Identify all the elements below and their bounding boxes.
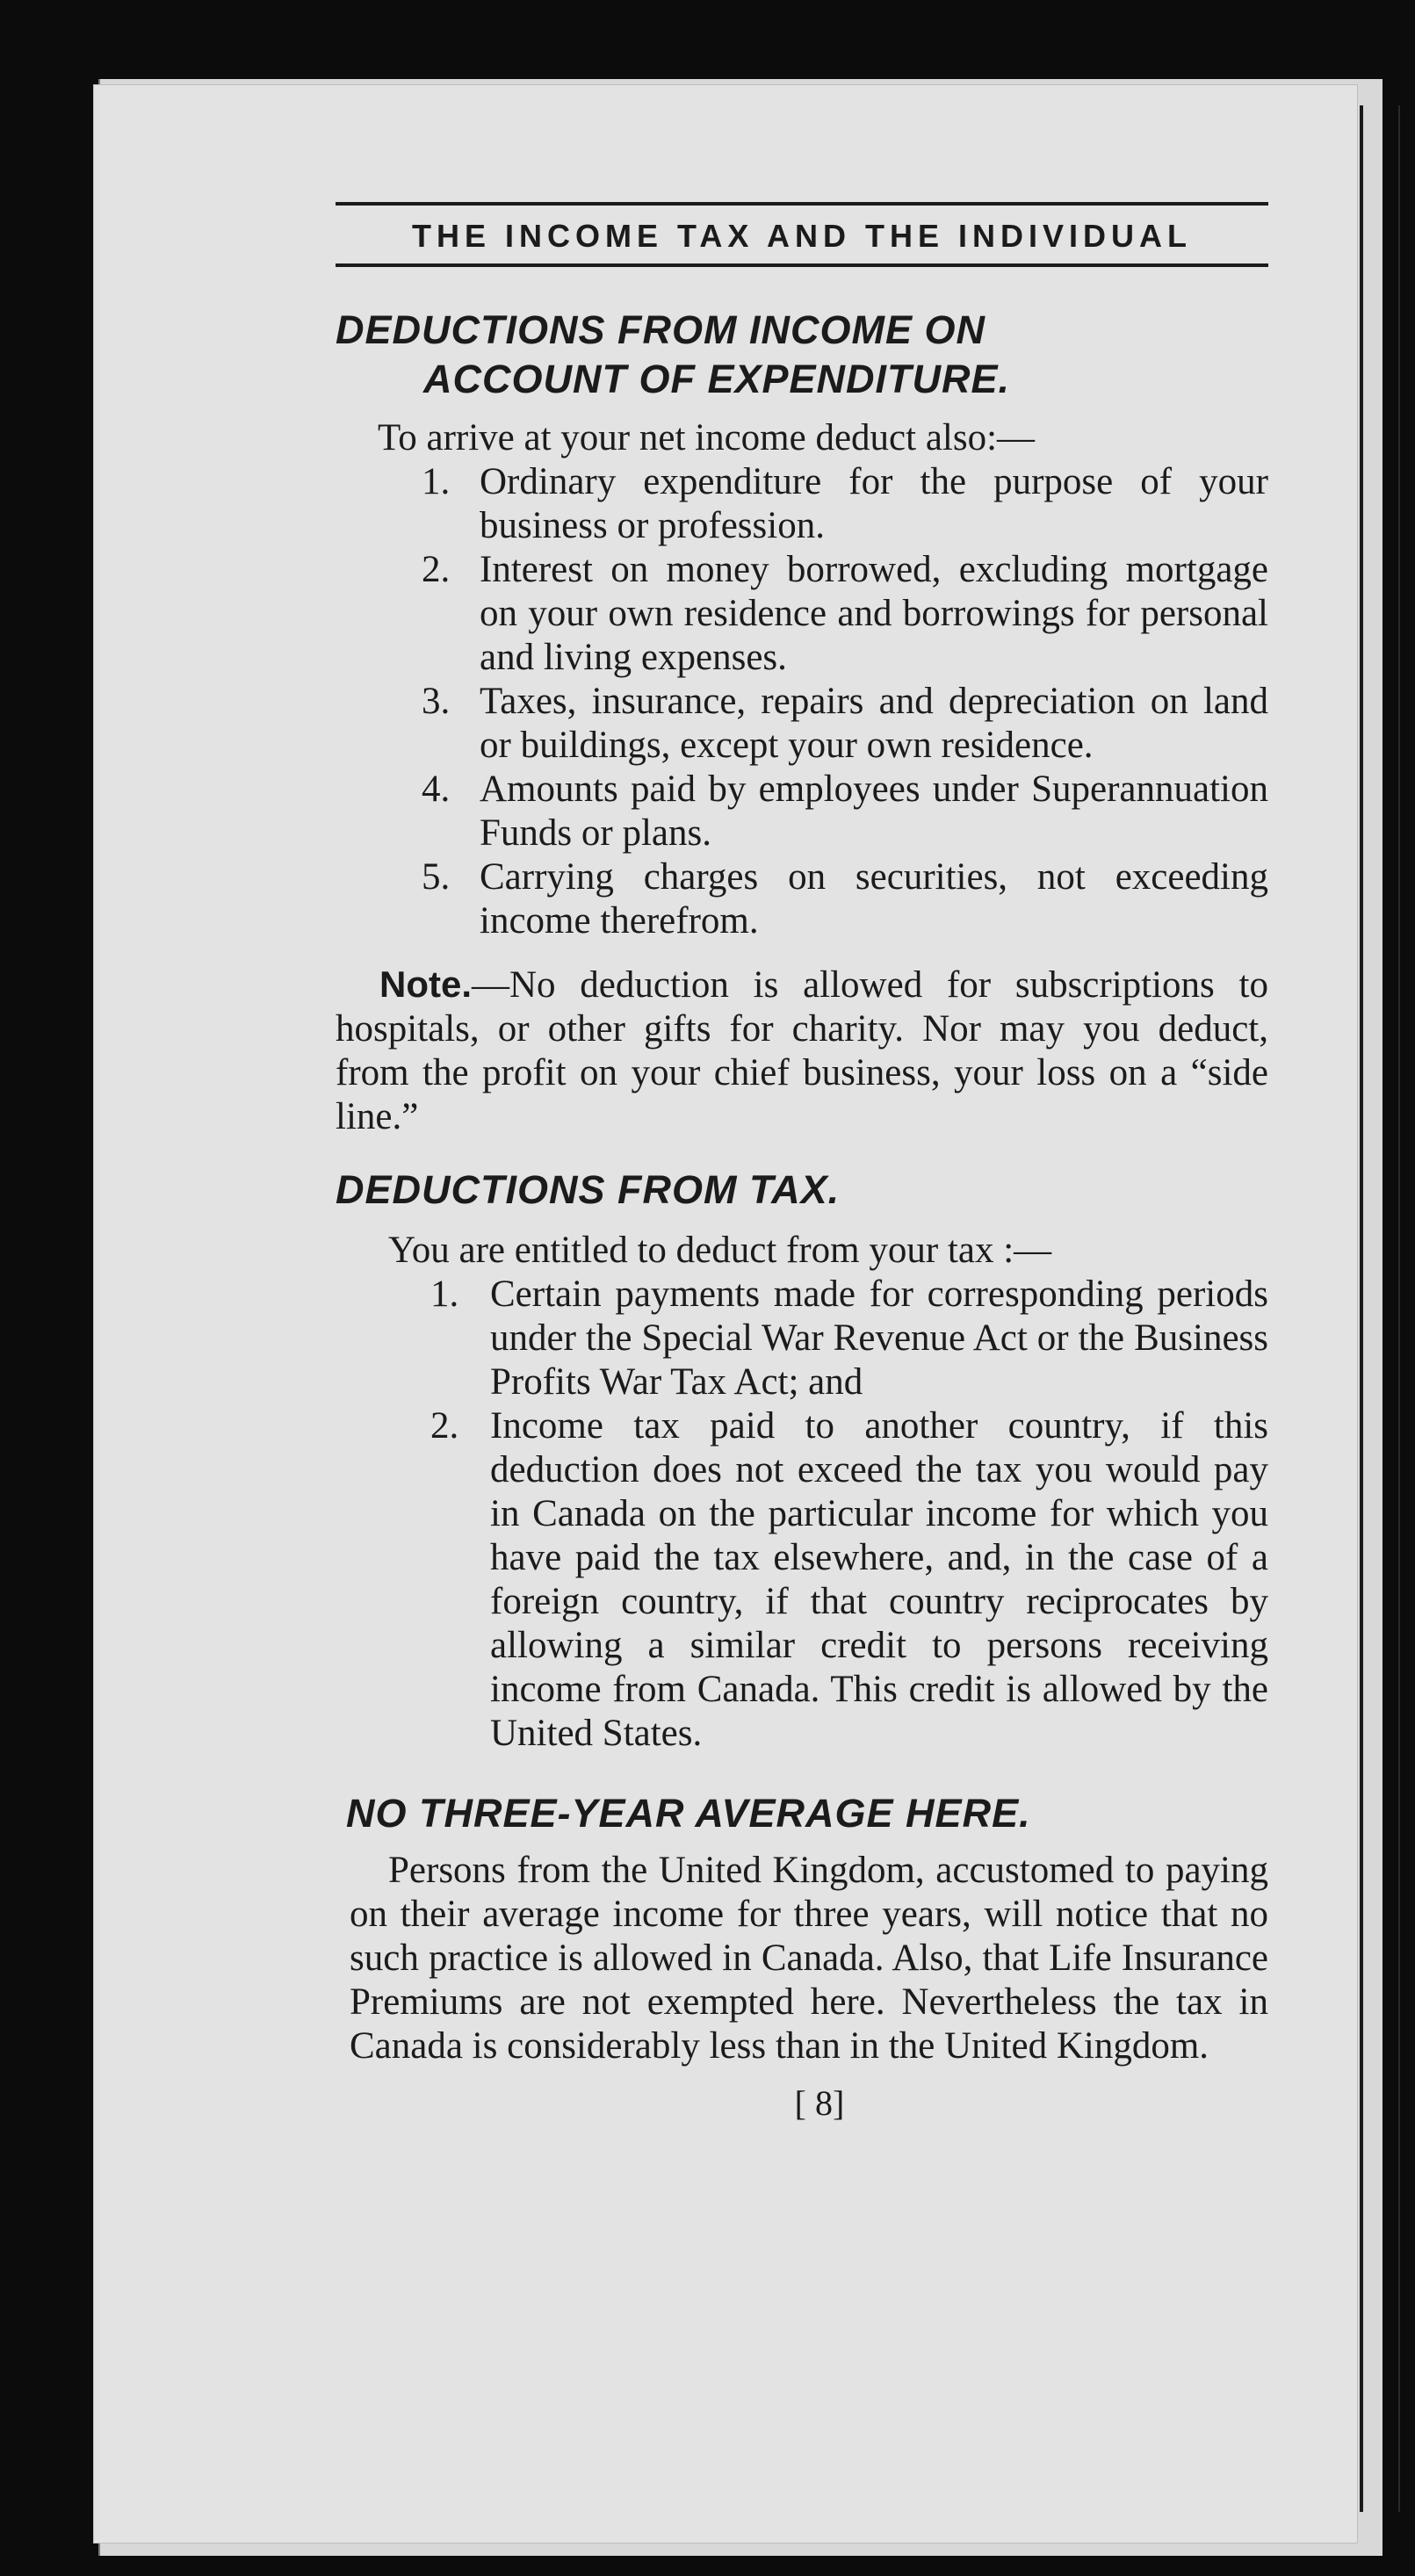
list-item	[336, 1404, 1268, 1756]
page-number: [ 8]	[794, 2083, 845, 2123]
note-label: Note.	[379, 963, 472, 1005]
section3-body: Persons from the United Kingdom, accustomed to paying on their average income for three years, will notice that no such practice is allowed in Canada. Also, that Life Insurance Premiums are not exempted here. Nevertheless the tax in Canada is considerably less than in the United Kingdom.	[350, 1850, 1268, 2067]
item-number: 1.	[430, 1274, 459, 1315]
item-number: 2.	[430, 1405, 459, 1447]
spine-shadow	[1360, 105, 1363, 2512]
page-content	[336, 202, 1268, 2124]
heading-line-1: DEDUCTIONS FROM INCOME ON	[336, 307, 985, 352]
item-number: 1.	[422, 461, 451, 502]
list-item	[336, 460, 1268, 548]
item-text: Ordinary expenditure for the purpose of your business or profession.	[480, 461, 1268, 546]
item-number: 5.	[422, 856, 451, 898]
section-heading-no-three-year-average: NO THREE-YEAR AVERAGE HERE.	[346, 1791, 1031, 1836]
tax-deductions-list	[336, 1273, 1268, 1756]
item-number: 3.	[422, 681, 451, 722]
note-paragraph	[336, 963, 1268, 1139]
section2-intro: You are entitled to deduct from your tax :—	[388, 1230, 1052, 1271]
running-head: THE INCOME TAX AND THE INDIVIDUAL	[336, 202, 1268, 267]
note-text: —No deduction is allowed for subscriptions to hospitals, or other gifts for charity. Nor may you deduct, from the profit on your chief business, your loss on a “side line.”	[336, 964, 1268, 1137]
expenditure-deductions-list	[336, 460, 1268, 943]
spine-shadow-outer	[1398, 105, 1400, 2512]
item-number: 2.	[422, 549, 451, 590]
section1-intro: To arrive at your net income deduct also:—	[378, 417, 1036, 458]
item-text: Income tax paid to another country, if this deduction does not exceed the tax you would pay in Canada on the particular income for which you have paid the tax elsewhere, and, in the case of a foreign country, if that country reciprocates by allowing a similar credit to persons receiving income from Canada. This credit is allowed by the United States.	[490, 1405, 1268, 1754]
heading-line-2: ACCOUNT OF EXPENDITURE.	[423, 357, 1011, 401]
section-heading-deductions-from-income	[336, 306, 1268, 404]
item-text: Interest on money borrowed, excluding mortgage on your own residence and borrowings for personal and living expenses.	[480, 549, 1268, 678]
list-item	[336, 548, 1268, 680]
item-text: Certain payments made for corresponding periods under the Special War Revenue Act or the Business Profits War Tax Act; and	[490, 1274, 1268, 1403]
list-item	[336, 855, 1268, 943]
item-text: Taxes, insurance, repairs and depreciation on land or buildings, except your own residence.	[480, 681, 1268, 766]
item-number: 4.	[422, 768, 451, 810]
list-item	[336, 768, 1268, 855]
list-item	[336, 680, 1268, 768]
section-heading-deductions-from-tax: DEDUCTIONS FROM TAX.	[336, 1167, 841, 1212]
item-text: Amounts paid by employees under Superannuation Funds or plans.	[480, 768, 1268, 854]
list-item	[336, 1273, 1268, 1404]
item-text: Carrying charges on securities, not exceeding income therefrom.	[480, 856, 1268, 942]
